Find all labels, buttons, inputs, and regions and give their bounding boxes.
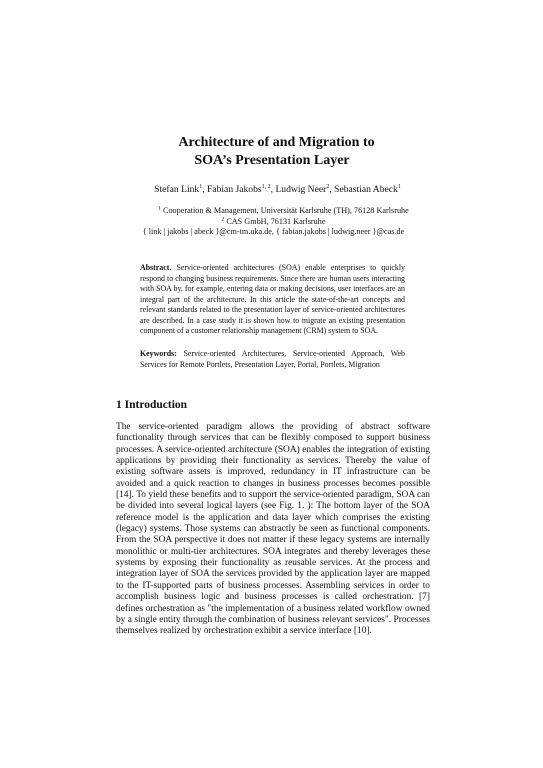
affiliation-mark: 2 [221,215,225,222]
author-name: Ludwig Neer [275,184,327,195]
paper-title [0,134,543,170]
abstract-text: Service-oriented architectures (SOA) enable enterprises to quickly respond to changing business requirements. Since there are human users interacting with SOA by, for example, entering data or making decisions, user interfaces are an integral part of the architecture. In this article the state-of-the-art concepts and relevant standards related to the presentation layer of service-oriented architectures are described. In a case study it is shown how to migrate an existing presentation component of a customer relationship management (CRM) system to SOA. [140,263,405,335]
title-line-1: Architecture of and Migration to [178,135,375,150]
author-emails: { link | jakobs | abeck }@cm-tm.uka.de, { fabian.jakobs | ludwig.neer }@cas.de [142,227,405,236]
author-affil-mark: 1, 2 [261,183,271,190]
author-affil-mark: 1 [199,183,203,190]
affiliation-text: CAS GmbH, 76131 Karlsruhe [226,216,326,226]
author-affil-mark: 2 [326,183,330,190]
author-name: Stefan Link [154,184,200,195]
keywords [140,349,405,370]
author-list: Stefan Link$^1$, Fabian Jakobs$^{1, 2}$, Ludwig Neer$^2$, Sebastian Abeck$^1$ [154,183,401,195]
keywords-label: Keywords: [140,349,177,358]
affiliations [0,206,543,238]
affiliation-mark: 1 [158,205,161,212]
affiliation-2 [0,217,543,228]
abstract [140,263,405,337]
abstract-label: Abstract. [140,263,172,272]
section-heading: 1 Introduction [116,399,188,411]
section-body: The service-oriented paradigm allows the providing of abstract software functionality through services that can be flexibly composed to support business processes. A service-oriented architecture (SOA) enables the integration of existing applications by providing their functionality as services. Thereby the value of existing software assets is improved, redundancy in IT infrastructure can be avoided and a quick reaction to changes in business processes becomes possible [14]. To yield these benefits and to support the service-oriented paradigm, SOA can be divided into several logical layers (see Fig. 1. ): The bottom layer of the SOA reference model is the application and data layer which comprises the existing (legacy) systems. Those systems can abstractly be seen as functional components. From the SOA perspective it does not matter if these legacy systems are internally monolithic or multi-tier architectures. SOA integrates and thereby leverages these systems by exposing their functionality as reusable services. At the process and integration layer of SOA the services provided by the application layer are mapped to the IT-supported parts of business processes. Assembling services in order to accomplish business logic and business processes is called orchestration. [7] defines orchestration as "the implementation of a business related workflow owned by a single entity through the combination of business relevant services". Processes themselves realized by orchestration exhibit a service interface [10]. [116,422,430,637]
author-affil-mark: 1 [397,183,401,190]
author-name: Fabian Jakobs [207,184,262,195]
affiliation-text: Cooperation & Management, Universität Karlsruhe (TH), 76128 Karlsruhe [163,206,409,215]
keywords-text: Service-oriented Architectures, Service-oriented Approach, Web Services for Remote Portlets, Presentation Layer, Portal, Portlets, Migration [140,349,405,369]
author-name: Sebastian Abeck [334,184,398,195]
affiliation-1 [0,206,543,217]
title-line-2: SOA’s Presentation Layer [194,153,350,168]
